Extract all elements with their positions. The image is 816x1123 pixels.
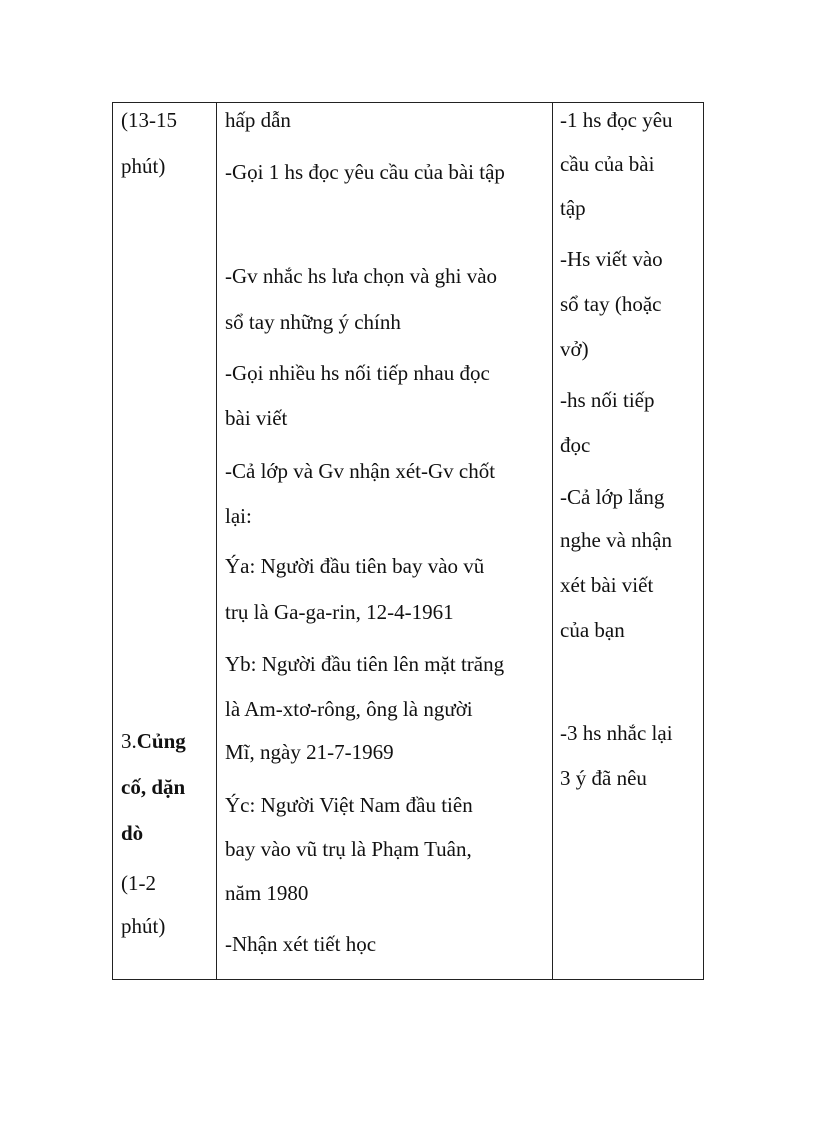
text-line: lại: bbox=[225, 504, 252, 528]
text-line: -Cả lớp và Gv nhận xét-Gv chốt bbox=[225, 459, 496, 483]
text-line: -Gv nhắc hs lưa chọn và ghi vào bbox=[225, 264, 498, 288]
text-line: cầu của bài bbox=[560, 152, 655, 176]
text-line: 3 ý đã nêu bbox=[560, 766, 647, 790]
text-line: Yb: Người đầu tiên lên mặt trăng bbox=[225, 652, 505, 676]
text-line: -Hs viết vào bbox=[560, 247, 663, 271]
text-line: hấp dẫn bbox=[225, 108, 291, 132]
student-activity-column bbox=[552, 103, 702, 979]
text-line: -Gọi nhiều hs nối tiếp nhau đọc bbox=[225, 361, 490, 385]
text-line: -Nhận xét tiết học bbox=[225, 932, 377, 956]
section-title-line bbox=[121, 821, 143, 845]
text-line: bài viết bbox=[225, 406, 288, 430]
section-number: 3. bbox=[121, 729, 137, 753]
text-line: Ýa: Người đầu tiên bay vào vũ bbox=[225, 554, 485, 578]
time-unit: phút) bbox=[121, 914, 166, 938]
teacher-activity-column bbox=[216, 103, 552, 979]
text-line: của bạn bbox=[560, 618, 625, 642]
section-title: Củng bbox=[136, 729, 186, 753]
text-line: là Am-xtơ-rông, ông là người bbox=[225, 697, 473, 721]
text-line: -Cả lớp lắng bbox=[560, 485, 665, 509]
text-line: -Gọi 1 hs đọc yêu cầu của bài tập bbox=[225, 160, 505, 184]
text-line: năm 1980 bbox=[225, 881, 309, 905]
section-title-line bbox=[121, 775, 185, 799]
text-line: sổ tay (hoặc bbox=[560, 292, 662, 316]
section-title: cố, dặn bbox=[121, 775, 186, 799]
time-range: (1-2 bbox=[121, 871, 156, 895]
text-line: trụ là Ga-ga-rin, 12-4-1961 bbox=[225, 600, 454, 624]
text-line: nghe và nhận bbox=[560, 528, 672, 552]
time-section-column bbox=[113, 103, 216, 979]
section-title: dò bbox=[121, 821, 144, 845]
text-line: -1 hs đọc yêu bbox=[560, 108, 673, 132]
text-line: Mĩ, ngày 21-7-1969 bbox=[225, 740, 394, 764]
time-range: (13-15 bbox=[121, 108, 177, 132]
text-line: -hs nối tiếp bbox=[560, 388, 655, 412]
text-line: xét bài viết bbox=[560, 573, 654, 597]
text-line: bay vào vũ trụ là Phạm Tuân, bbox=[225, 837, 472, 861]
text-line: sổ tay những ý chính bbox=[225, 310, 401, 334]
text-line: tập bbox=[560, 196, 586, 220]
time-unit: phút) bbox=[121, 154, 166, 178]
text-line: -3 hs nhắc lại bbox=[560, 721, 673, 745]
text-line: Ýc: Người Việt Nam đầu tiên bbox=[225, 793, 473, 817]
text-line: đọc bbox=[560, 433, 591, 457]
text-line: vở) bbox=[560, 337, 589, 361]
lesson-table bbox=[112, 102, 704, 980]
section-heading bbox=[121, 729, 186, 753]
